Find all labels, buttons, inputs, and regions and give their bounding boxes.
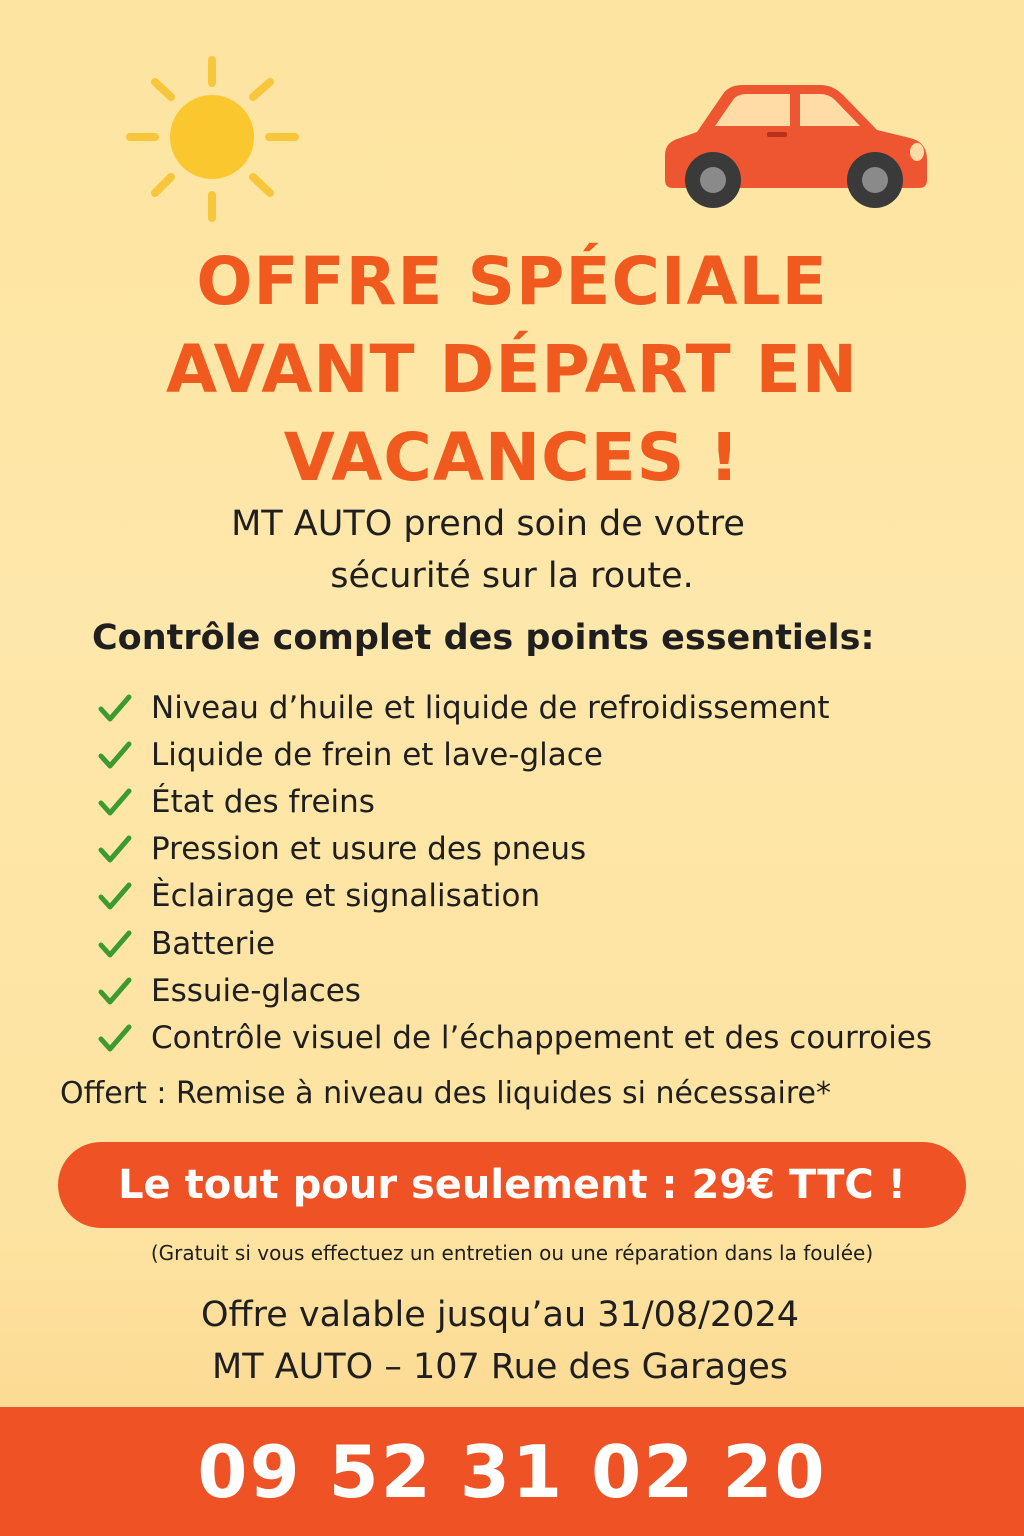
check-icon bbox=[95, 1018, 135, 1058]
checklist bbox=[95, 684, 932, 1062]
list-item bbox=[95, 967, 932, 1014]
free-note: (Gratuit si vous effectuez un entretien ou une réparation dans la foulée) bbox=[150, 1241, 874, 1265]
check-icon bbox=[95, 829, 135, 869]
list-item bbox=[95, 778, 932, 825]
checklist-item-label: Batterie bbox=[151, 925, 276, 962]
list-item bbox=[95, 920, 932, 967]
check-icon bbox=[95, 735, 135, 775]
list-item bbox=[95, 826, 932, 873]
checklist-item-label: Niveau d’huile et liquide de refroidissement bbox=[151, 689, 830, 726]
checklist-title: Contrôle complet des points essentiels: bbox=[92, 618, 875, 658]
list-item bbox=[95, 731, 932, 778]
checklist-item-label: Contrôle visuel de l’échappement et des courroies bbox=[151, 1019, 933, 1056]
check-icon bbox=[95, 924, 135, 964]
validity-date: Offre valable jusqu’au 31/08/2024 bbox=[200, 1295, 800, 1335]
list-item bbox=[95, 1014, 932, 1061]
phone-number[interactable]: 09 52 31 02 20 bbox=[197, 1429, 827, 1514]
list-item bbox=[95, 684, 932, 731]
check-icon bbox=[95, 782, 135, 822]
check-icon bbox=[95, 688, 135, 728]
garage-address: MT AUTO – 107 Rue des Garages bbox=[212, 1347, 788, 1387]
checklist-item-label: État des freins bbox=[151, 783, 375, 820]
intro-line-2: sécurité sur la route. bbox=[330, 556, 694, 596]
offer-note: Offert : Remise à niveau des liquides si nécessaire* bbox=[60, 1076, 831, 1111]
intro-line-1: MT AUTO prend soin de votre bbox=[231, 504, 745, 544]
phone-banner bbox=[0, 1407, 1024, 1536]
headline-line-1: OFFRE SPÉCIALE bbox=[196, 243, 828, 320]
check-icon bbox=[95, 876, 135, 916]
checklist-item-label: Èclairage et signalisation bbox=[151, 878, 541, 915]
car-icon bbox=[655, 80, 935, 210]
check-icon bbox=[95, 971, 135, 1011]
checklist-item-label: Pression et usure des pneus bbox=[151, 831, 587, 868]
price-banner bbox=[58, 1142, 966, 1228]
headline-line-3: VACANCES ! bbox=[283, 419, 741, 496]
sun-icon bbox=[125, 55, 300, 225]
checklist-item-label: Essuie-glaces bbox=[151, 972, 361, 1009]
list-item bbox=[95, 873, 932, 920]
price-text: Le tout pour seulement : 29€ TTC ! bbox=[118, 1162, 906, 1208]
checklist-item-label: Liquide de frein et lave-glace bbox=[151, 736, 603, 773]
headline-line-2: AVANT DÉPART EN bbox=[166, 331, 858, 408]
